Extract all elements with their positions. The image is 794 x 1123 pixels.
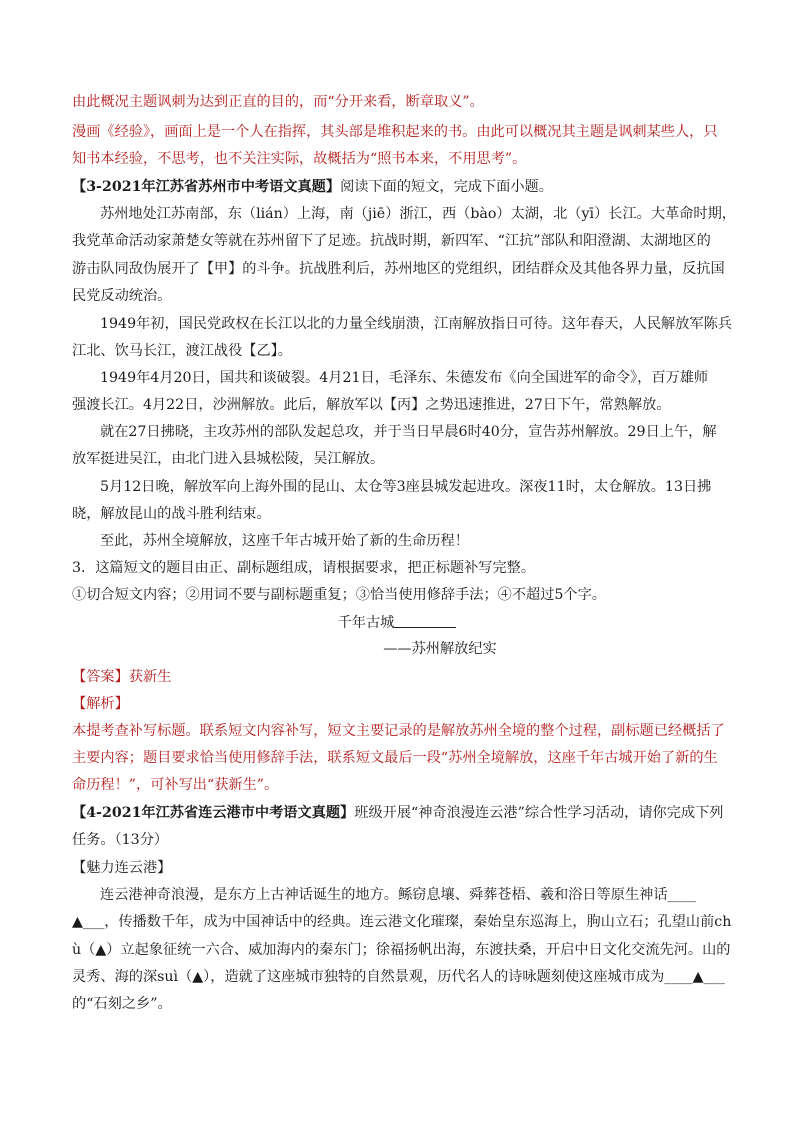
analysis-heading: 【解析】 bbox=[72, 696, 129, 712]
requirements-text: ①切合短文内容；②用词不要与副标题重复；③恰当使用修辞手法；④不超过5个字。 bbox=[72, 587, 606, 603]
question-source: 【4-2021年江苏省连云港市中考语文真题】 bbox=[72, 805, 355, 821]
passage-line: 晓，解放昆山的战斗胜利结束。 bbox=[72, 506, 271, 522]
question-text: 任务。（13分） bbox=[72, 832, 169, 848]
passage-line: 至此，苏州全境解放，这座千年古城开始了新的生命历程！ bbox=[100, 533, 469, 549]
passage-line: 的“石刻之乡”。 bbox=[72, 996, 172, 1012]
question-heading bbox=[72, 178, 732, 196]
passage-line: 游击队同敌伪展开了【甲】的斗争。抗战胜利后，苏州地区的党组织，团结群众及其他各界力量，反抗国 bbox=[72, 261, 725, 277]
passage-line: 1949年4月20日，国共和谈破裂。4月21日，毛泽东、朱德发布《向全国进军的命令》，百万雄师 bbox=[100, 370, 709, 386]
subtitle: ——苏州解放纪实 bbox=[383, 641, 497, 657]
analysis-line: 本提考查补写标题。联系短文内容补写，短文主要记录的是解放苏州全境的整个过程，副标题已经概括了 bbox=[72, 723, 725, 739]
passage-line: 民党反动统治。 bbox=[72, 288, 172, 304]
main-title-prefix: 千年古城 bbox=[337, 615, 395, 631]
passage-line: 就在27日拂晓，主攻苏州的部队发起总攻，并于当日早晨6时40分，宣告苏州解放。29日上午，解 bbox=[100, 424, 717, 440]
passage-line: 苏州地处江苏南部，东（lián）上海，南（jiē）浙江，西（bào）太湖，北（yī）长江。大革命时期， bbox=[100, 206, 736, 222]
section-heading: 【魅力连云港】 bbox=[72, 860, 172, 876]
passage-line: ù（▲）立起象征统一六合、威加海内的秦东门；徐福扬帆出海，东渡扶桑，开启中日文化交流先河。山的 bbox=[72, 942, 731, 958]
passage-line: 强渡长江。4月22日，沙洲解放。此后，解放军以【丙】之势迅速推进，27日下午，常熟解放。 bbox=[72, 397, 671, 413]
text-line: 漫画《经验》，画面上是一个人在指挥，其头部是堆积起来的书。由此可以概况其主题是讽刺某些人，只 bbox=[72, 124, 718, 140]
passage-line: 1949年初，国民党政权在长江以北的力量全线崩溃，江南解放指日可待。这年春天，人民解放军陈兵 bbox=[100, 316, 732, 332]
title-blank bbox=[394, 613, 456, 628]
text-line: 知书本经验，不思考，也不关注实际，故概括为“照书本来，不用思考”。 bbox=[72, 151, 527, 167]
question-instruction: 班级开展“神奇浪漫连云港”综合性学习活动，请你完成下列 bbox=[354, 805, 724, 821]
text-line: 由此概况主题讽刺为达到正直的目的，而“分开来看，断章取义”。 bbox=[72, 94, 484, 110]
question-source: 【3-2021年江苏省苏州市中考语文真题】 bbox=[72, 179, 341, 195]
answer-text: 【答案】获新生 bbox=[72, 669, 172, 685]
passage-line: 江北、饮马长江，渡江战役【乙】。 bbox=[72, 343, 292, 359]
analysis-line: 主要内容；题目要求恰当使用修辞手法，联系短文最后一段“苏州全境解放，这座千年古城开始了新的生 bbox=[72, 750, 718, 766]
passage-line: 我党革命活动家萧楚女等就在苏州留下了足迹。抗战时期，新四军、“江抗”部队和阳澄湖、太湖地区的 bbox=[72, 233, 711, 249]
passage-line: 灵秀、海的深suì（▲），造就了这座城市独特的自然景观，历代名人的诗咏题刻使这座城市成为____▲___ bbox=[72, 969, 725, 985]
passage-line: ▲___，传播数千年，成为中国神话中的经典。连云港文化璀璨，秦始皇东巡海上，朐山立石；孔望山前ch bbox=[72, 914, 732, 930]
passage-line: 放军挺进吴江，由北门进入县城松陵，吴江解放。 bbox=[72, 451, 385, 467]
title-blank-line bbox=[0, 613, 794, 632]
passage-line: 5月12日晚，解放军向上海外围的昆山、太仓等3座县城发起进攻。深夜11时，太仓解放。13日拂 bbox=[100, 479, 712, 495]
analysis-line: 命历程！”，可补写出“获新生”。 bbox=[72, 777, 279, 793]
question-heading bbox=[72, 804, 732, 822]
question-text: 3．这篇短文的题目由正、副标题组成，请根据要求，把正标题补写完整。 bbox=[72, 560, 536, 576]
question-instruction: 阅读下面的短文，完成下面小题。 bbox=[340, 179, 553, 195]
passage-line: 连云港神奇浪漫，是东方上古神话诞生的地方。鲧窃息壤、舜葬苍梧、羲和浴日等原生神话____ bbox=[100, 887, 696, 903]
